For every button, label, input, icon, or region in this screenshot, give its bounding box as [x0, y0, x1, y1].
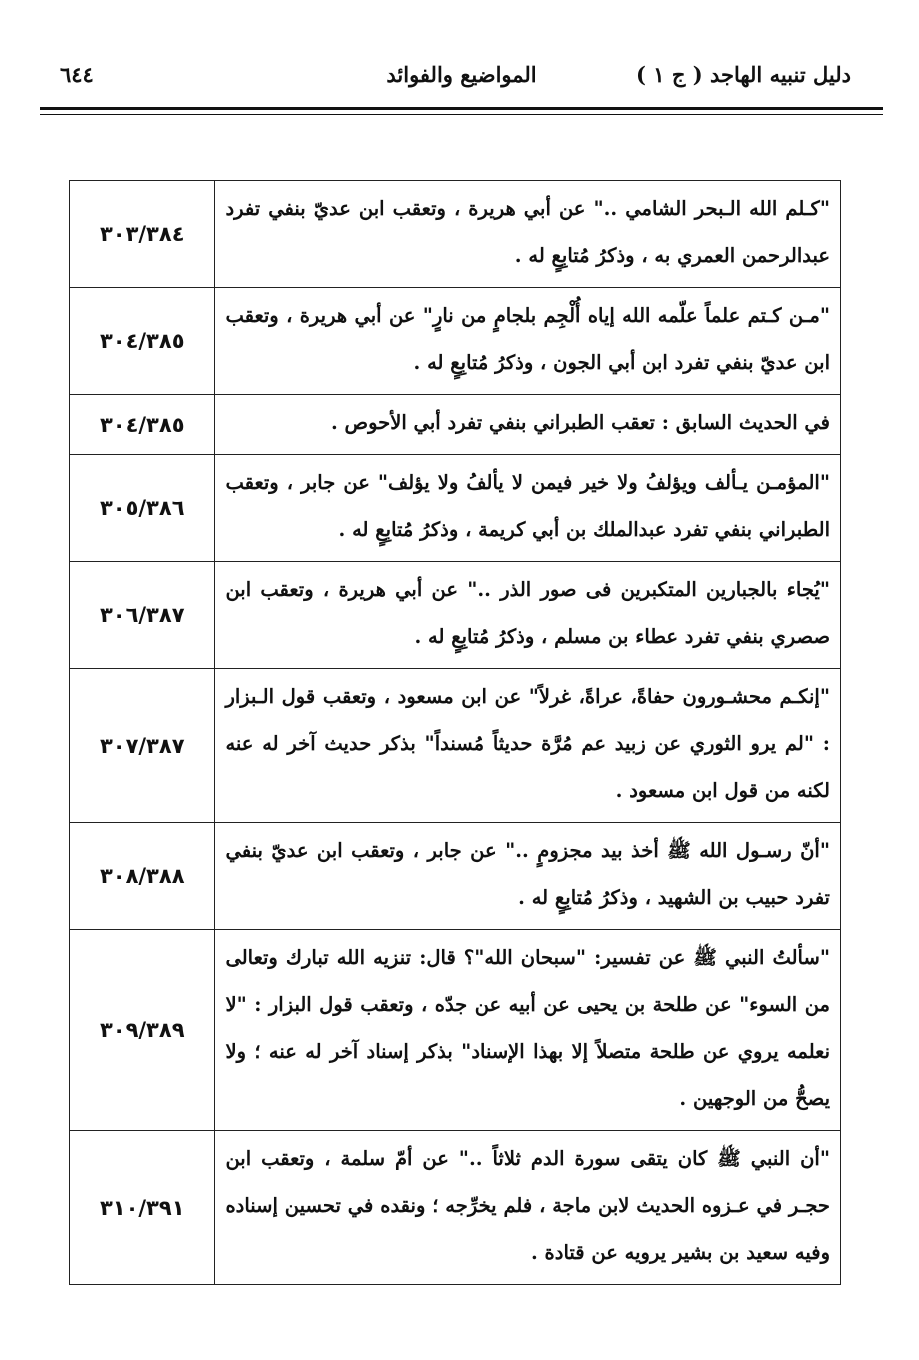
- entry-reference: ٣٠٩/٣٨٩: [70, 930, 215, 1131]
- entry-text: في الحديث السابق : تعقب الطبراني بنفي تفرد أبي الأحوص .: [215, 395, 841, 455]
- entry-text: "أن النبي ﷺ كان يتقى سورة الدم ثلاثاً .." عن أمّ سلمة ، وتعقب ابن حجـر في عـزوه الحديث لابن ماجة ، فلم يخرِّجه ؛ ونقده في تحسين إسناده وفيه سعيد بن بشير يرويه عن قتادة .: [215, 1131, 841, 1285]
- table-row: [70, 562, 841, 669]
- section-title: المواضيع والفوائد: [386, 62, 537, 87]
- table-row: [70, 669, 841, 823]
- page-header: [40, 58, 883, 100]
- entry-text: "كـلم الله الـبحر الشامي .." عن أبي هريرة ، وتعقب ابن عديّ بنفي تفرد عبدالرحمن العمري به ، وذكرُ مُتابِعٍ له .: [215, 181, 841, 288]
- page-number: ٦٤٤: [60, 62, 94, 87]
- header-rule-thin: [40, 114, 883, 115]
- entry-text: "مـن كـتم علماً علّمه الله إياه أُلْجِم بلجامٍ من نارٍ" عن أبي هريرة ، وتعقب ابن عديّ بنفي تفرد ابن أبي الجون ، وذكرُ مُتابِعٍ له .: [215, 288, 841, 395]
- table-row: [70, 455, 841, 562]
- header-rule-thick: [40, 107, 883, 110]
- table-row: [70, 395, 841, 455]
- table-row: [70, 288, 841, 395]
- entry-reference: ٣٠٤/٣٨٥: [70, 395, 215, 455]
- entry-text: "أنّ رسـول الله ﷺ أخذ بيد مجزومٍ .." عن جابر ، وتعقب ابن عديّ بنفي تفرد حبيب بن الشهيد ، وذكرُ مُتابِعٍ له .: [215, 823, 841, 930]
- index-table: [69, 180, 841, 1285]
- entry-reference: ٣٠٦/٣٨٧: [70, 562, 215, 669]
- table-row: [70, 1131, 841, 1285]
- entry-text: "إنكـم محشـورون حفاةً، عراةً، غرلاً" عن ابن مسعود ، وتعقب قول الـبزار : "لم يرو الثوري عن زبيد عم مُرَّة حديثاً مُسنداً" بذكر حديث آخر له عنه لكنه من قول ابن مسعود .: [215, 669, 841, 823]
- entry-text: "المؤمـن يـألف ويؤلفُ ولا خير فيمن لا يألفُ ولا يؤلف" عن جابر ، وتعقب الطبراني بنفي تفرد عبدالملك بن أبي كريمة ، وذكرُ مُتابِعٍ له .: [215, 455, 841, 562]
- entry-reference: ٣٠٣/٣٨٤: [70, 181, 215, 288]
- entry-text: "يُجاء بالجبارين المتكبرين فى صور الذر .." عن أبي هريرة ، وتعقب ابن صصري بنفي تفرد عطاء بن مسلم ، وذكرُ مُتابِعٍ له .: [215, 562, 841, 669]
- entry-reference: ٣٠٤/٣٨٥: [70, 288, 215, 395]
- entry-text: "سألتُ النبي ﷺ عن تفسير: "سبحان الله"؟ قال: تنزيه الله تبارك وتعالى من السوء" عن طلحة بن يحيى عن أبيه عن جدّه ، وتعقب قول البزار : "لا نعلمه يروي عن طلحة متصلاً إلا بهذا الإسناد" بذكر إسناد آخر له عنه ؛ ولا يصحُّ من الوجهين .: [215, 930, 841, 1131]
- table-row: [70, 930, 841, 1131]
- entry-reference: ٣١٠/٣٩١: [70, 1131, 215, 1285]
- table-row: [70, 823, 841, 930]
- entry-reference: ٣٠٧/٣٨٧: [70, 669, 215, 823]
- entry-reference: ٣٠٨/٣٨٨: [70, 823, 215, 930]
- entry-reference: ٣٠٥/٣٨٦: [70, 455, 215, 562]
- table-row: [70, 181, 841, 288]
- book-title: دليل تنبيه الهاجد ( ج ١ ): [636, 62, 851, 87]
